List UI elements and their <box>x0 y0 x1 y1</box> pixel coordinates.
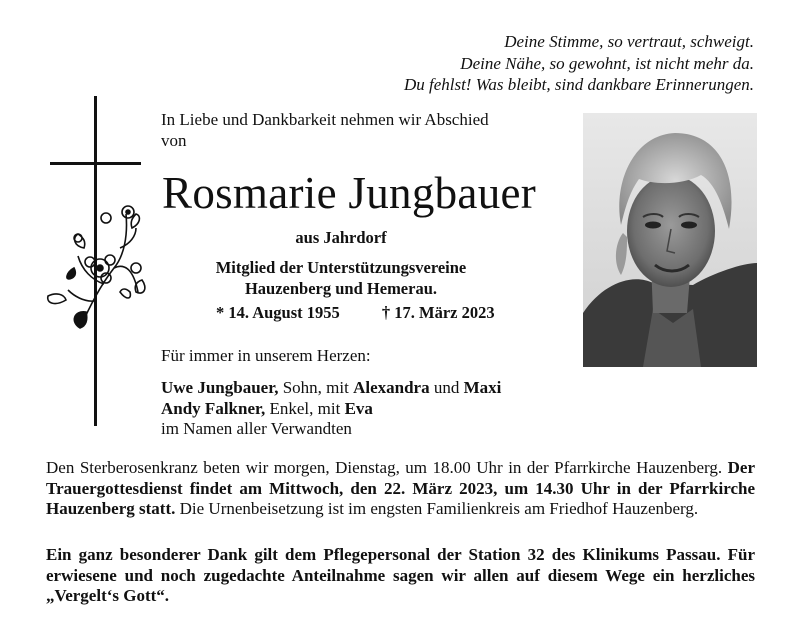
poem-line: Du fehlst! Was bleibt, sind dankbare Erinnerungen. <box>403 75 754 94</box>
poem <box>404 31 754 96</box>
funeral-notice <box>46 458 755 520</box>
forever-text: Für immer in unserem Herzen: <box>161 346 371 365</box>
portrait-photo <box>583 113 757 367</box>
deceased-name: Rosmarie Jungbauer <box>162 168 537 218</box>
thanks-text: Ein ganz besonderer Dank gilt dem Pflegepersonal der Station 32 des Klinikums Passau. Für erwiesene und noch zugedachte Anteilnahme sagen wir allen auf diesem Wege ein herzliches „Vergelt‘s Gott“. <box>46 545 755 605</box>
intro-text <box>161 110 489 151</box>
poem-line: Deine Stimme, so vertraut, schweigt. <box>504 32 754 51</box>
family-row <box>161 378 501 399</box>
service-info: Der Trauergottesdienst findet am Mittwoch, den 22. März 2023, um 14.30 Uhr in der Pfarrkirche Hauzenberg statt. <box>46 458 755 518</box>
intro-line: von <box>161 130 187 150</box>
family-relation: Sohn, mit <box>278 378 354 397</box>
family-name: Andy Falkner, <box>161 398 266 418</box>
family-name: Maxi <box>463 378 502 397</box>
poem-line: Deine Nähe, so gewohnt, ist nicht mehr da. <box>460 53 754 73</box>
family-name: Eva <box>344 398 373 418</box>
family-relation: und <box>429 378 464 397</box>
family-row <box>161 399 501 420</box>
cross-icon <box>44 96 156 426</box>
membership-line: Hauzenberg und Hemerau. <box>244 278 438 298</box>
notice-text: Die Urnenbeisetzung ist im engsten Familienkreis am Friedhof Hauzenberg. <box>175 499 699 518</box>
intro-line: In Liebe und Dankbarkeit nehmen wir Abschied <box>161 110 489 129</box>
family-name: Alexandra <box>353 378 430 397</box>
membership-line: Mitglied der Unterstützungsvereine <box>215 258 467 277</box>
death-date: † 17. März 2023 <box>381 303 495 322</box>
origin-text: aus Jahrdorf <box>295 228 387 247</box>
notice-text: Den Sterberosenkranz beten wir morgen, Dienstag, um 18.00 Uhr in der Pfarrkirche Hauzenberg. <box>46 458 728 477</box>
membership-text <box>150 258 532 299</box>
family-name: Uwe Jungbauer, <box>161 378 279 397</box>
life-dates <box>160 303 532 323</box>
family-list <box>161 378 501 440</box>
birth-date: * 14. August 1955 <box>216 303 340 322</box>
family-row: im Namen aller Verwandten <box>161 419 352 438</box>
family-relation: Enkel, mit <box>265 398 345 418</box>
